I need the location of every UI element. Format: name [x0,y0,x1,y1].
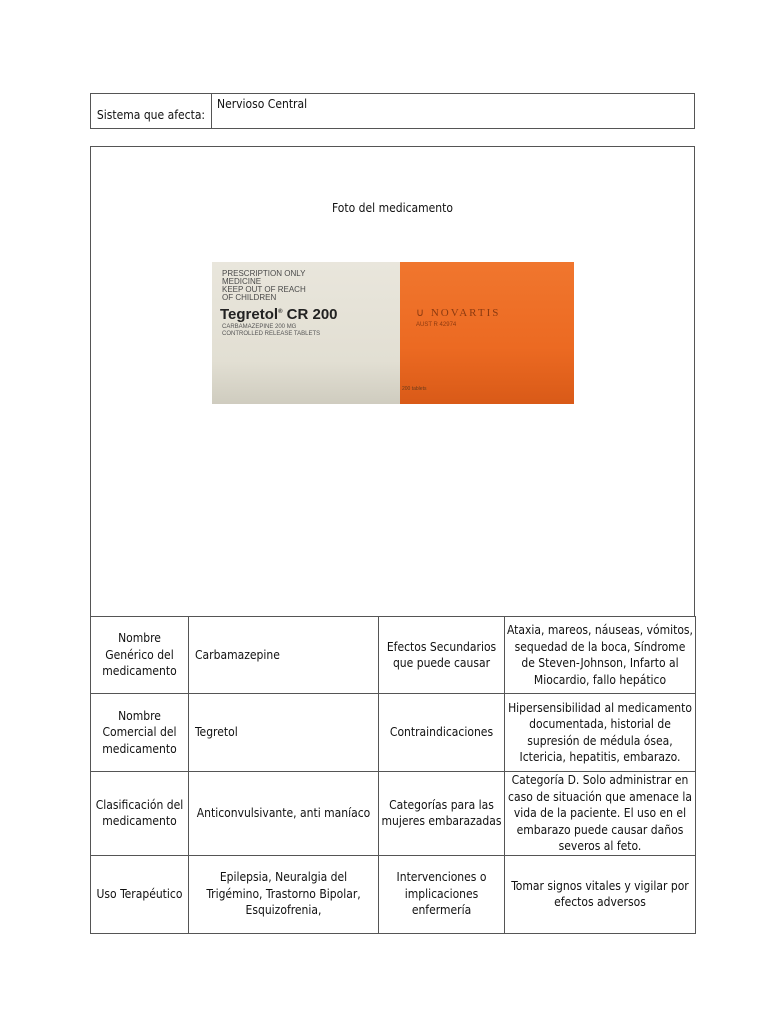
row-label-secondary: Contraindicaciones [379,694,505,772]
pack-label-panel [212,262,400,404]
row-value: Anticonvulsivante, anti maníaco [189,772,379,856]
table-row [91,855,696,933]
prescription-warning: PRESCRIPTION ONLY MEDICINE KEEP OUT OF REACH OF CHILDREN [222,269,306,302]
aust-number: AUST R 42974 [416,322,457,328]
medicine-photo [212,262,574,404]
row-label-secondary: Categorías para las mujeres embarazadas [379,772,505,856]
brand-name: Tegretol® CR 200 [220,306,338,323]
photo-section [90,146,695,617]
medication-info-table [90,616,696,934]
row-label: Nombre Comercial del medicamento [91,694,189,772]
row-value-secondary: Hipersensibilidad al medicamento documentada, historial de supresión de médula ósea, Ictericia, hepatitis, embarazo. [505,694,696,772]
row-value: Epilepsia, Neuralgia del Trigémino, Trastorno Bipolar, Esquizofrenia, [189,855,379,933]
row-value-secondary: Tomar signos vitales y vigilar por efectos adversos [505,855,696,933]
novartis-logo-icon: ∪ [416,307,427,319]
system-label: Sistema que afecta: [91,94,212,128]
row-label: Clasificación del medicamento [91,772,189,856]
pack-orange-panel [400,262,574,404]
row-label: Nombre Genérico del medicamento [91,617,189,694]
tablet-count: 200 tablets [402,386,427,392]
system-value: Nervioso Central [217,97,308,111]
row-label-secondary: Intervenciones o implicaciones enfermería [379,855,505,933]
table-row [91,694,696,772]
row-value: Tegretol [189,694,379,772]
row-value-secondary: Categoría D. Solo administrar en caso de situación que amenace la vida de la paciente. El uso en el embarazo puede causar daños severos al feto. [505,772,696,856]
row-value: Carbamazepine [189,617,379,694]
system-table [90,93,695,129]
table-row [91,772,696,856]
row-label-secondary: Efectos Secundarios que puede causar [379,617,505,694]
photo-title: Foto del medicamento [332,201,453,215]
row-label: Uso Terapéutico [91,855,189,933]
generic-name: CARBAMAZEPINE 200 MG CONTROLLED RELEASE TABLETS [222,324,321,337]
manufacturer-name: ∪ NOVARTIS [416,307,501,319]
row-value-secondary: Ataxia, mareos, náuseas, vómitos, sequedad de la boca, Síndrome de Steven-Johnson, Infarto al Miocardio, fallo hepático [505,617,696,694]
table-row [91,617,696,694]
